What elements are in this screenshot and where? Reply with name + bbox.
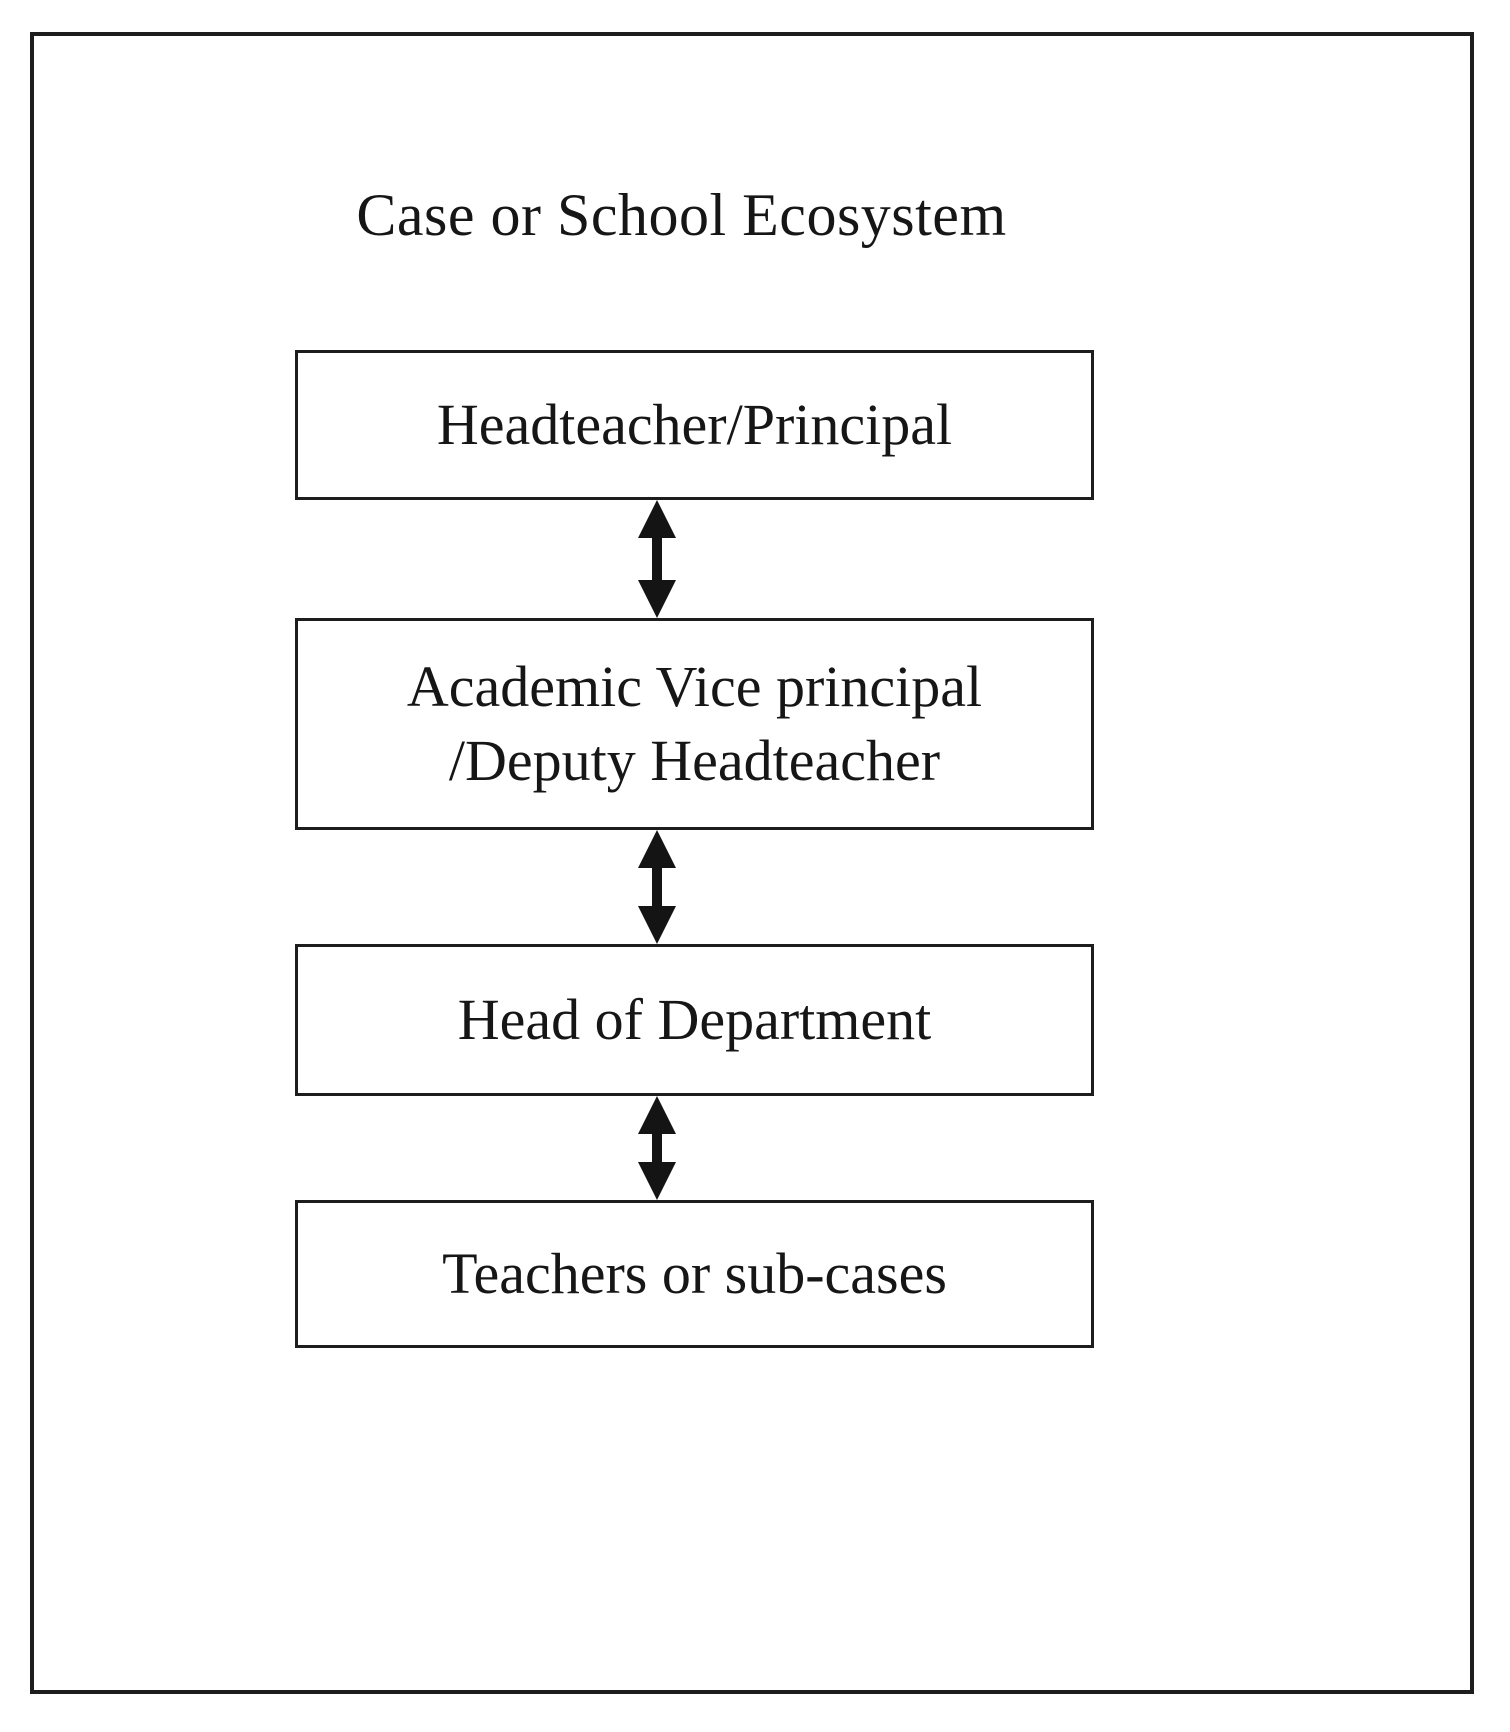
double-arrow-icon	[638, 500, 676, 618]
arrow-head-down	[638, 906, 676, 944]
node-head-of-department	[295, 944, 1094, 1096]
arrow-shaft	[652, 538, 662, 580]
double-arrow-icon	[638, 830, 676, 944]
arrow-shaft	[652, 868, 662, 906]
node-academic-vice-principal	[295, 618, 1094, 830]
arrow-head-down	[638, 580, 676, 618]
diagram-border	[30, 32, 1474, 1694]
hierarchy-stack	[295, 350, 1094, 1348]
node-headteacher-principal	[295, 350, 1094, 500]
arrow-head-down	[638, 1162, 676, 1200]
node-label-line: Academic Vice principal	[406, 653, 983, 719]
arrow-head-up	[638, 830, 676, 868]
node-label	[407, 650, 982, 798]
node-label-line: Teachers or sub-cases	[442, 1240, 947, 1306]
node-label-line: Headteacher/Principal	[436, 391, 953, 457]
diagram-title: Case or School Ecosystem	[356, 182, 1007, 248]
node-label-line: /Deputy Headteacher	[448, 728, 941, 793]
node-label	[437, 388, 952, 462]
double-arrow-icon	[638, 1096, 676, 1200]
arrow-shaft	[652, 1134, 662, 1162]
arrow-head-up	[638, 1096, 676, 1134]
node-label-line: Head of Department	[457, 986, 932, 1052]
node-label	[442, 1237, 947, 1311]
arrow-head-up	[638, 500, 676, 538]
node-teachers-or-sub-cases	[295, 1200, 1094, 1348]
node-label	[458, 983, 931, 1057]
